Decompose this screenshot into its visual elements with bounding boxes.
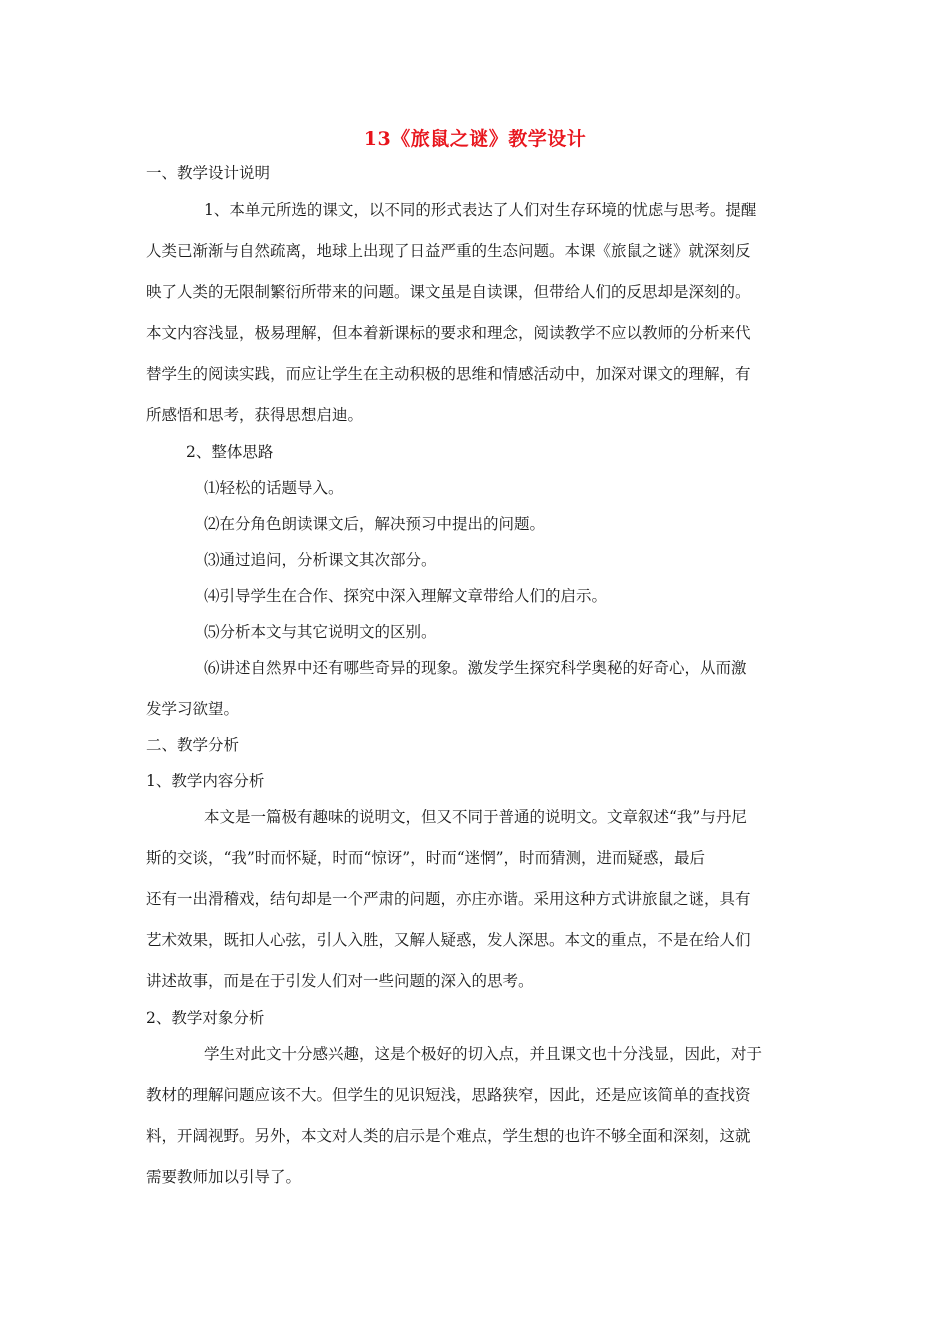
list-item: ⑷引导学生在合作、探究中深入理解文章带给人们的启示。: [204, 587, 608, 605]
paragraph-line: 教材的理解问题应该不大。但学生的见识短浅，思路狭窄，因此，还是应该简单的查找资: [146, 1086, 751, 1104]
paragraph-line: 映了人类的无限制繁衍所带来的问题。课文虽是自读课，但带给人们的反思却是深刻的。: [146, 283, 751, 301]
paragraph-line: 本文是一篇极有趣味的说明文，但又不同于普通的说明文。文章叙述“我”与丹尼: [204, 808, 747, 826]
paragraph-line: 还有一出滑稽戏，结句却是一个严肃的问题，亦庄亦谐。采用这种方式讲旅鼠之谜，具有: [146, 890, 751, 908]
paragraph-line: 需要教师加以引导了。: [146, 1168, 302, 1186]
paragraph-line: 学生对此文十分感兴趣，这是个极好的切入点，并且课文也十分浅显，因此，对于: [204, 1045, 763, 1063]
list-item: ⑹讲述自然界中还有哪些奇异的现象。激发学生探究科学奥秘的好奇心，从而激: [204, 659, 747, 677]
paragraph-line: 艺术效果，既扣人心弦，引人入胜，又解人疑惑，发人深思。本文的重点，不是在给人们: [146, 931, 751, 949]
paragraph-line: 讲述故事，而是在于引发人们对一些问题的深入的思考。: [146, 972, 534, 990]
subsection-heading: 2、教学对象分析: [146, 1009, 265, 1027]
list-item: ⑸分析本文与其它说明文的区别。: [204, 623, 437, 641]
section-heading: 一、教学设计说明: [146, 164, 271, 182]
paragraph-line: 所感悟和思考，获得思想启迪。: [146, 406, 364, 424]
paragraph-line: 替学生的阅读实践，而应让学生在主动积极的思维和情感活动中，加深对课文的理解，有: [146, 365, 751, 383]
paragraph-line: 1、本单元所选的课文，以不同的形式表达了人们对生存环境的忧虑与思考。提醒: [204, 201, 757, 219]
section-heading: 二、教学分析: [146, 736, 240, 754]
list-item: ⑶通过追问，分析课文其次部分。: [204, 551, 437, 569]
paragraph-line: 料，开阔视野。另外，本文对人类的启示是个难点，学生想的也许不够全面和深刻，这就: [146, 1127, 751, 1145]
document-title: 13《旅鼠之谜》教学设计: [363, 128, 587, 150]
list-item: ⑵在分角色朗读课文后，解决预习中提出的问题。: [204, 515, 546, 533]
paragraph-line: 斯的交谈，“我”时而怀疑，时而“惊讶”，时而“迷惘”，时而猜测，进而疑惑，最后: [146, 849, 706, 867]
subsection-heading: 1、教学内容分析: [146, 772, 265, 790]
list-item-continuation: 发学习欲望。: [146, 700, 240, 718]
subsection-heading: 2、整体思路: [186, 443, 274, 461]
paragraph-line: 本文内容浅显，极易理解，但本着新课标的要求和理念，阅读教学不应以教师的分析来代: [146, 324, 751, 342]
list-item: ⑴轻松的话题导入。: [204, 479, 344, 497]
paragraph-line: 人类已渐渐与自然疏离，地球上出现了日益严重的生态问题。本课《旅鼠之谜》就深刻反: [146, 242, 751, 260]
